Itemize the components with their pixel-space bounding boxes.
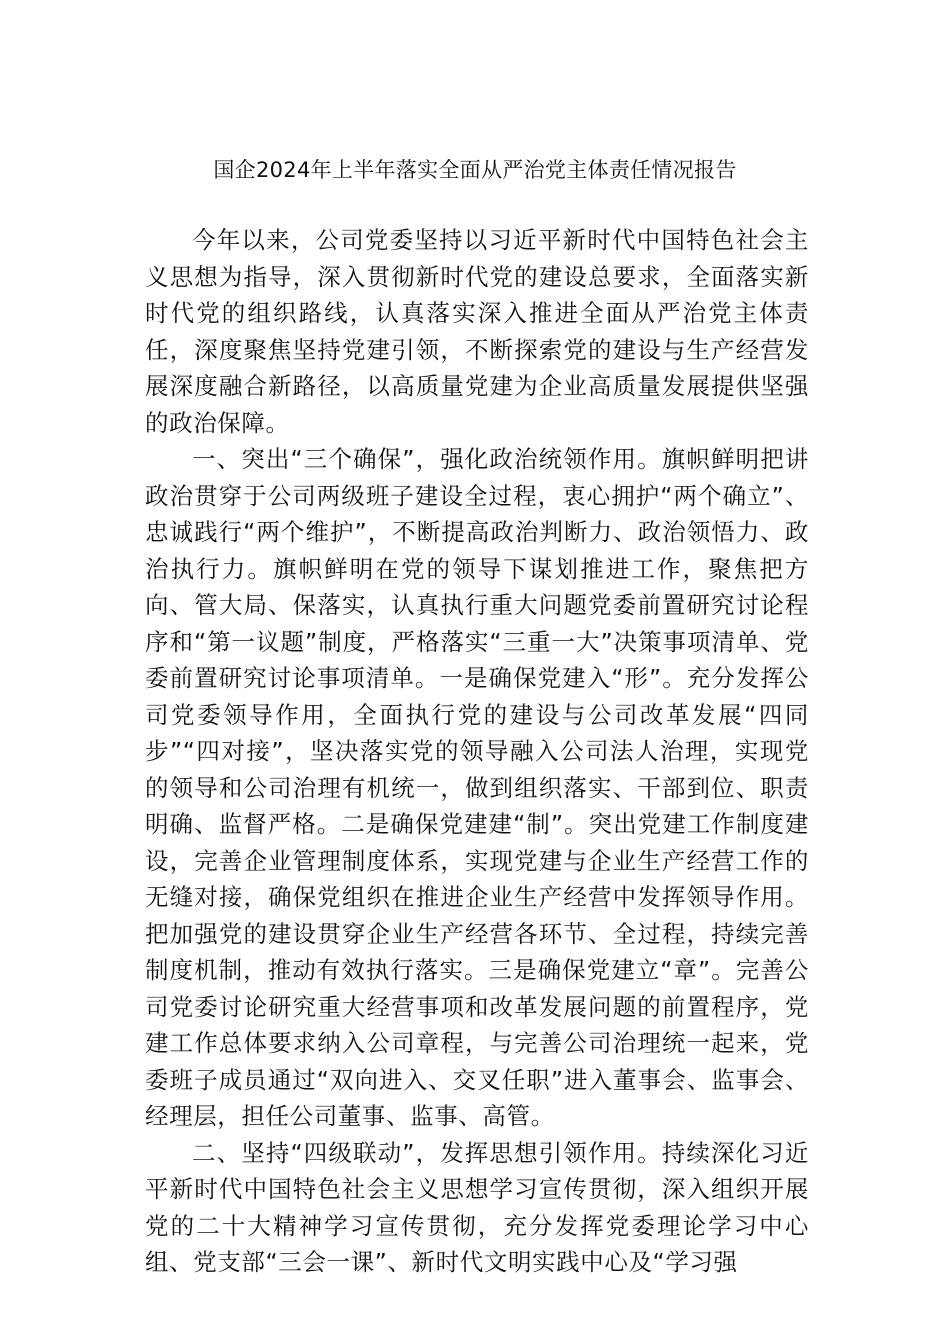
paragraph-section-1: 一、突出“三个确保”，强化政治统领作用。旗帜鲜明把讲政治贯穿于公司两级班子建设全过程，衷心拥护“两个确立”、忠诚践行“两个维护”，不断提高政治判断力、政治领悟力、政治执行力。旗帜鲜明在党的领导下谋划推进工作，聚焦把方向、管大局、保落实，认真执行重大问题党委前置研究讨论程序和“第一议题”制度，严格落实“三重一大”决策事项清单、党委前置研究讨论事项清单。一是确保党建入“形”。充分发挥公司党委领导作用，全面执行党的建设与公司改革发展“四同步”“四对接”，坚决落实党的领导融入公司法人治理，实现党的领导和公司治理有机统一，做到组织落实、干部到位、职责明确、监督严格。二是确保党建建“制”。突出党建工作制度建设，完善企业管理制度体系，实现党建与企业生产经营工作的无缝对接，确保党组织在推进企业生产经营中发挥领导作用。把加强党的建设贯穿企业生产经营各环节、全过程，持续完善制度机制，推动有效执行落实。三是确保党建立“章”。完善公司党委讨论研究重大经营事项和改革发展问题的前置程序，党建工作总体要求纳入公司章程，与完善公司治理统一起来，党委班子成员通过“双向进入、交叉任职”进入董事会、监事会、经理层，担任公司董事、监事、高管。 xyxy=(145,445,809,1130)
document-body xyxy=(145,222,809,1281)
document-title: 国企2024年上半年落实全面从严治党主体责任情况报告 xyxy=(213,158,737,182)
paragraph-section-2: 二、坚持“四级联动”，发挥思想引领作用。持续深化习近平新时代中国特色社会主义思想学习宣传贯彻，深入组织开展党的二十大精神学习宣传贯彻，充分发挥党委理论学习中心组、党支部“三会一课”、新时代文明实践中心及“学习强 xyxy=(145,1138,809,1276)
paragraph-intro: 今年以来，公司党委坚持以习近平新时代中国特色社会主义思想为指导，深入贯彻新时代党的建设总要求，全面落实新时代党的组织路线，认真落实深入推进全面从严治党主体责任，深度聚焦坚持党建引领，不断探索党的建设与生产经营发展深度融合新路径，以高质量党建为企业高质量发展提供坚强的政治保障。 xyxy=(145,226,809,437)
